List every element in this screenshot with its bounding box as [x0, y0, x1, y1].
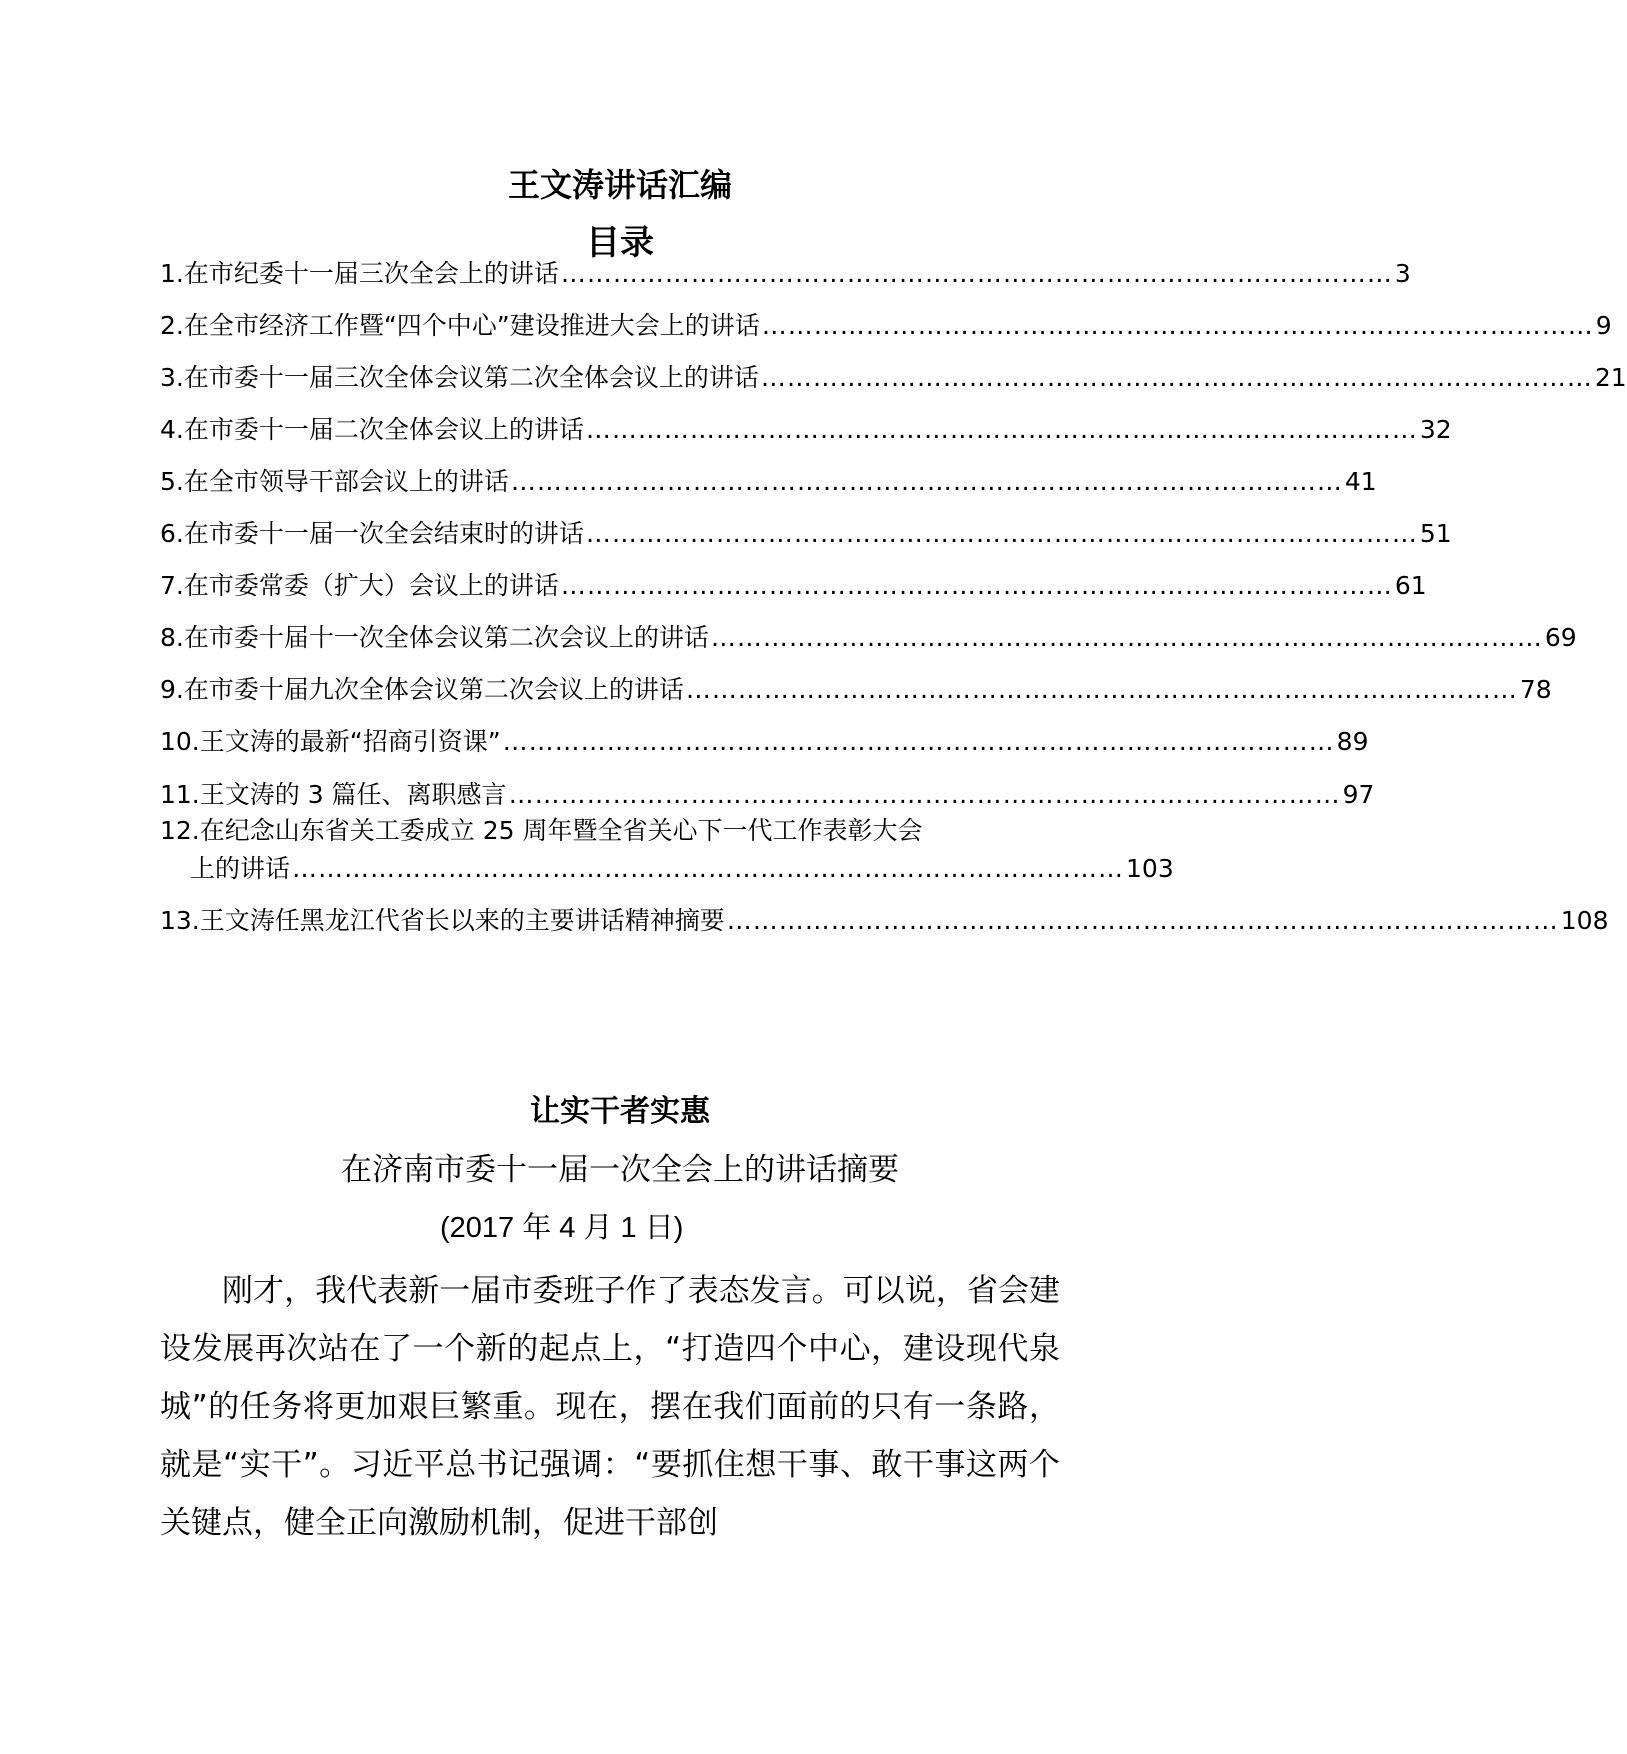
toc-entry-page: 89 — [1336, 727, 1369, 756]
toc-leader-dots: …………………………………………………………………………………… — [560, 259, 1393, 288]
document-title: 王文涛讲话汇编 — [507, 166, 732, 204]
toc-entry[interactable] — [160, 671, 1552, 709]
toc-leader-dots: …………………………………………………………………………………… — [760, 363, 1593, 392]
toc-entry-title: 4.在市委十一届二次全体会议上的讲话 — [160, 415, 584, 444]
article-date: (2017 年 4 月 1 日) — [440, 1212, 684, 1244]
toc-entry-title: 9.在市委十届九次全体会议第二次会议上的讲话 — [160, 675, 684, 704]
toc-entry[interactable] — [160, 619, 1577, 657]
toc-entry-page: 21 — [1594, 363, 1627, 392]
toc-entry-page: 103 — [1126, 854, 1174, 883]
toc-entry-title: 5.在全市领导干部会议上的讲话 — [160, 467, 509, 496]
toc-leader-dots: …………………………………………………………………………………… — [560, 571, 1393, 600]
article-title: 让实干者实惠 — [530, 1094, 710, 1129]
toc-leader-dots: …………………………………………………………………………………… — [502, 727, 1335, 756]
toc-leader-dots: …………………………………………………………………………………… — [508, 780, 1341, 809]
toc-entry-title: 7.在市委常委（扩大）会议上的讲话 — [160, 571, 559, 600]
toc-entry-title: 3.在市委十一届三次全体会议第二次全体会议上的讲话 — [160, 363, 759, 392]
toc-leader-dots: …………………………………………………………………………………… — [710, 623, 1543, 652]
toc-entry-page: 97 — [1342, 780, 1375, 809]
article-body: 刚才，我代表新一届市委班子作了表态发言。可以说，省会建设发展再次站在了一个新的起点上，“打造四个中心，建设现代泉城”的任务将更加艰巨繁重。现在，摆在我们面前的只有一条路，就是“实干”。习近平总书记强调：“要抓住想干事、敢干事这两个关键点，健全正向激励机制，促进干部创 — [160, 1273, 1060, 1541]
toc-entry-page: 41 — [1344, 467, 1377, 496]
toc-entry-title: 6.在市委十一届一次全会结束时的讲话 — [160, 519, 584, 548]
toc-entry-page: 78 — [1519, 675, 1552, 704]
toc-leader-dots: …………………………………………………………………………………… — [685, 675, 1518, 704]
toc-entry-page: 108 — [1560, 906, 1609, 935]
toc-entry-title: 11.王文涛的 3 篇任、离职感言 — [160, 780, 507, 809]
toc-entry-title: 1.在市纪委十一届三次全会上的讲话 — [160, 259, 559, 288]
toc-entry[interactable] — [160, 411, 1452, 449]
toc-leader-dots: …………………………………………………………………………………… — [585, 415, 1418, 444]
toc-entry[interactable] — [160, 902, 1609, 940]
toc-heading: 目录 — [586, 223, 654, 263]
toc-entry[interactable] — [160, 307, 1612, 345]
toc-entry[interactable] — [160, 515, 1452, 553]
article-subtitle: 在济南市委十一届一次全会上的讲话摘要 — [341, 1152, 899, 1188]
toc-entry-page: 9 — [1595, 311, 1612, 340]
toc-entry-title: 13.王文涛任黑龙江代省长以来的主要讲话精神摘要 — [160, 906, 725, 935]
toc-leader-dots: …………………………………………………………………………………… — [292, 854, 1125, 883]
toc-leader-dots: …………………………………………………………………………………… — [510, 467, 1343, 496]
toc-entry-title-continued: 上的讲话 — [190, 854, 291, 883]
toc-entry[interactable] — [160, 567, 1427, 605]
toc-entry-page: 32 — [1419, 415, 1452, 444]
toc-entry-title: 10.王文涛的最新“招商引资课” — [160, 727, 501, 756]
toc-entry[interactable] — [160, 463, 1377, 501]
toc-leader-dots: …………………………………………………………………………………… — [726, 906, 1559, 935]
toc-entry-title: 12.在纪念山东省关工委成立 25 周年暨全省关心下一代工作表彰大会 — [160, 816, 923, 845]
toc-entry[interactable] — [160, 255, 1411, 293]
toc-entry-page: 3 — [1394, 259, 1411, 288]
toc-leader-dots: …………………………………………………………………………………… — [761, 311, 1594, 340]
toc-entry-page: 69 — [1544, 623, 1577, 652]
toc-entry-page: 61 — [1394, 571, 1427, 600]
toc-entry[interactable] — [160, 812, 1174, 888]
toc-entry[interactable] — [160, 776, 1375, 814]
toc-leader-dots: …………………………………………………………………………………… — [585, 519, 1418, 548]
toc-entry-title: 8.在市委十届十一次全体会议第二次会议上的讲话 — [160, 623, 709, 652]
toc-entry-page: 51 — [1419, 519, 1452, 548]
toc-entry[interactable] — [160, 723, 1369, 761]
toc-entry-title: 2.在全市经济工作暨“四个中心”建设推进大会上的讲话 — [160, 311, 760, 340]
toc-entry[interactable] — [160, 359, 1627, 397]
